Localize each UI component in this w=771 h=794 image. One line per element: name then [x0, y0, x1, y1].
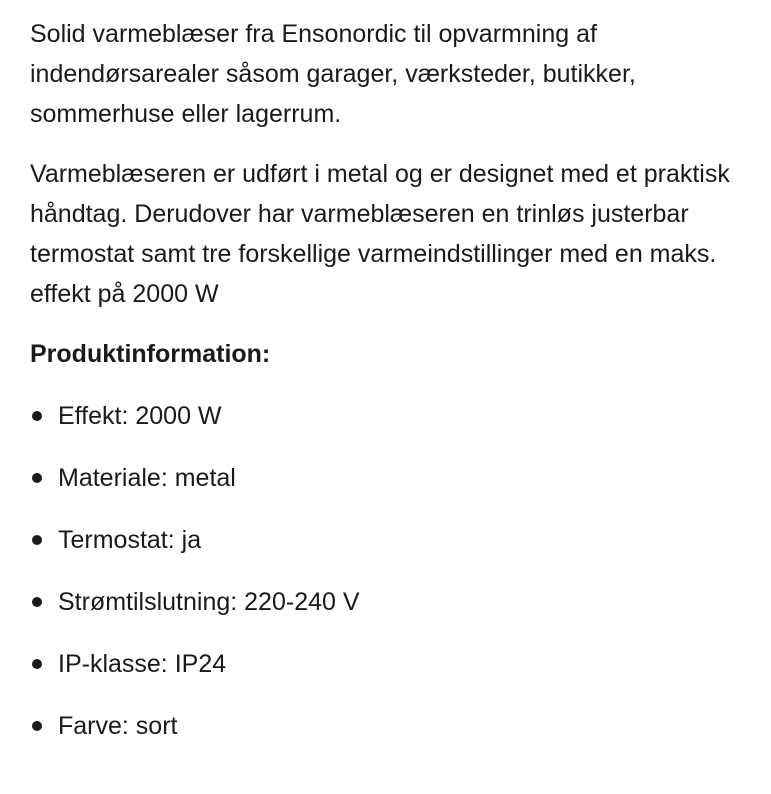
spec-item-label: Materiale: metal [58, 464, 236, 492]
bullet-icon [32, 473, 42, 483]
spec-item-material [30, 458, 765, 498]
spec-item-effect [30, 396, 765, 436]
product-info-list [30, 396, 765, 746]
description-paragraph-1: Solid varmeblæser fra Ensonordic til opvarmning af indendørsarealer såsom garager, værksteder, butikker, sommerhuse eller lagerrum. [30, 20, 636, 128]
spec-item-label: IP-klasse: IP24 [58, 650, 227, 678]
description-paragraph-2: Varmeblæseren er udført i metal og er designet med et praktisk håndtag. Derudover har varmeblæseren en trinløs justerbar termostat samt tre forskellige varmeindstillinger med en maks. effekt på 2000 W [30, 160, 730, 308]
bullet-icon [32, 721, 42, 731]
spec-item-thermostat [30, 520, 765, 560]
bullet-icon [32, 597, 42, 607]
spec-item-label: Strømtilslutning: 220-240 V [58, 588, 360, 616]
product-info-heading: Produktinformation: [30, 340, 271, 368]
bullet-icon [32, 659, 42, 669]
bullet-icon [32, 411, 42, 421]
spec-item-label: Termostat: ja [58, 526, 202, 554]
spec-item-color [30, 706, 765, 746]
bullet-icon [32, 535, 42, 545]
spec-item-ip-class [30, 644, 765, 684]
spec-item-label: Effekt: 2000 W [58, 402, 222, 430]
product-description [30, 14, 765, 768]
spec-item-label: Farve: sort [58, 712, 178, 740]
spec-item-power-connection [30, 582, 765, 622]
